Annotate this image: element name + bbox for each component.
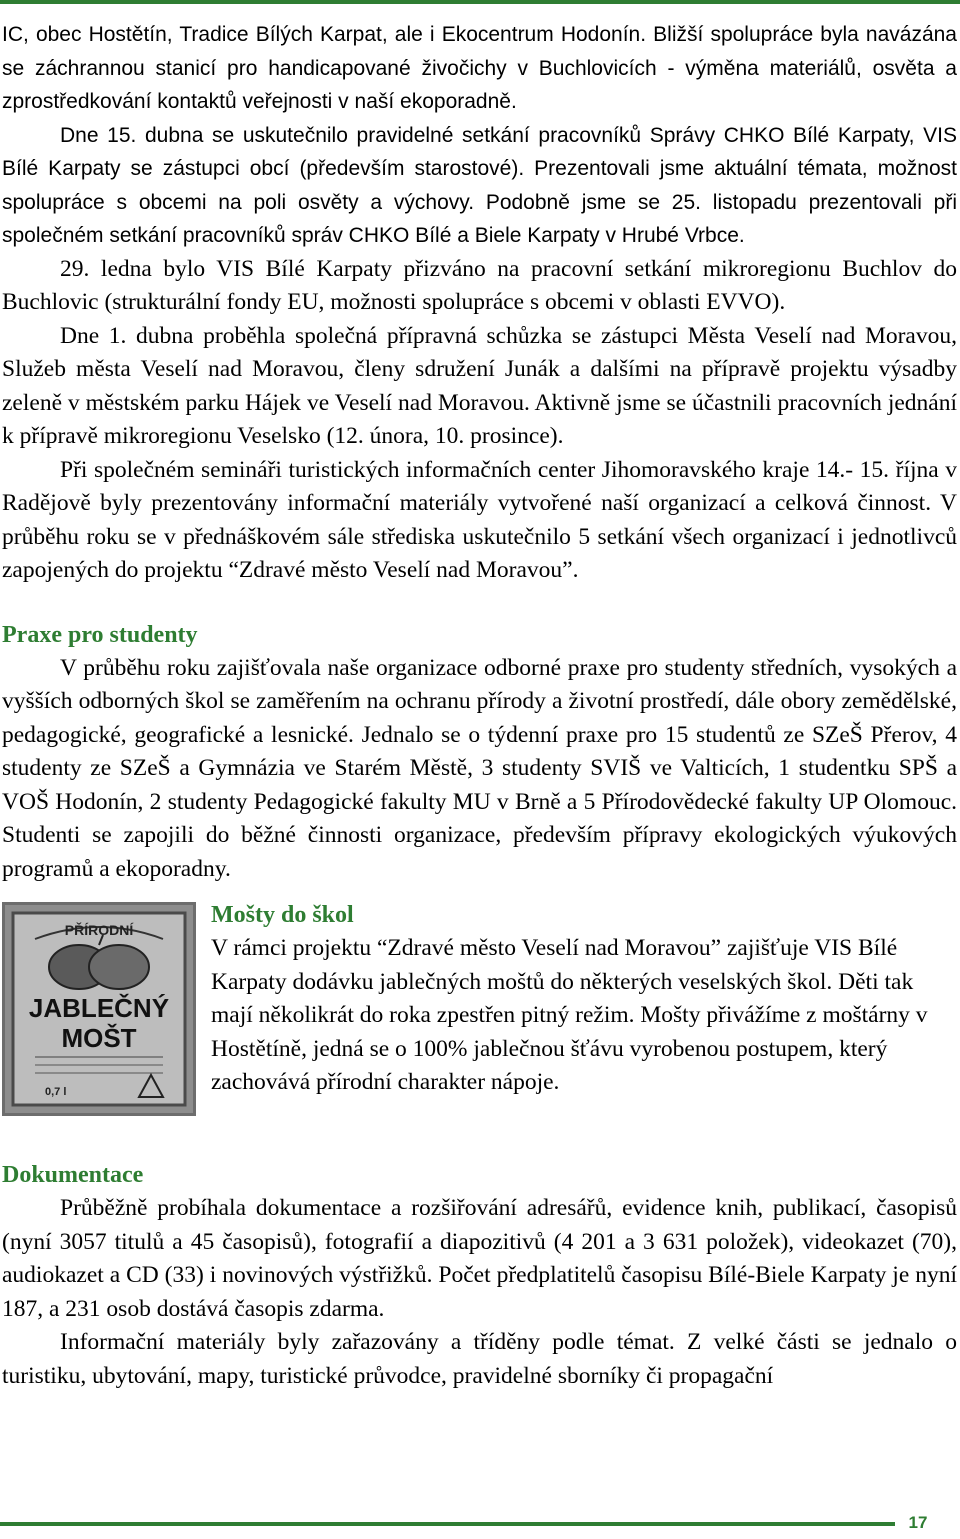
page-content <box>2 18 957 1393</box>
mosty-section <box>2 898 957 1150</box>
praxe-paragraph: V průběhu roku zajišťovala naše organizace odborné praxe pro studenty středních, vysokých a vyšších odborných škol se zaměřením na ochranu přírody a životní prostředí, dále obory zemědělské, pedagogické, geografické a lesnické. Jednalo se o týdenní praxe pro 15 studentů ze SZeŠ Přerov, 4 studenty ze SZeŠ a Gymnázia ve Starém Městě, 3 studenty SVIŠ ve Valticích, 1 studentku SPŠ a VOŠ Hodonín, 2 studenty Pedagogické fakulty MU v Brně a 5 Přírodovědecké fakulty UP Olomouc. Studenti se zapojili do běžné činnosti organizace, především přípravy ekologických výukových programů a ekoporadny. <box>2 654 957 882</box>
dokumentace-paragraph-1: Průběžně probíhala dokumentace a rozšiřování adresářů, evidence knih, publikací, časopisů (nyní 3057 titulů a 45 časopisů), fotografií a diapozitivů (4 201 a 3 631 položek), videokazet (70), audiokazet a CD (33) i novinových výstřižků. Počet předplatitelů časopisu Bílé-Biele Karpaty je nyní 187, a 231 osob dostává časopis zdarma. <box>2 1195 957 1322</box>
dokumentace-paragraph-2: Informační materiály byly zařazovány a tříděny podle témat. Z velké části se jednalo o turistiku, ubytování, mapy, turistické průvodce, pravidelné sborníky či propagační <box>2 1329 957 1389</box>
label-top-text: PŘÍRODNÍ <box>64 922 134 938</box>
intro-paragraph-5: Při společném semináři turistických informačních center Jihomoravského kraje 14.- 15. října v Radějově byly prezentovány informační materiály vytvořené naší organizací a celková činnost. V průběhu roku se v přednáškovém sále střediska uskutečnilo 5 setkání všech organizací i jednotlivců zapojených do projektu “Zdravé město Veselí nad Moravou”. <box>2 456 957 583</box>
intro-paragraph-2: Dne 15. dubna se uskutečnilo pravidelné setkání pracovníků Správy CHKO Bílé Karpaty, VIS Bílé Karpaty se zástupci obcí (především starostové). Prezentovali jsme aktuální témata, možnost spolupráce s obcemi na poli osvěty a výchovy. Podobně jsme se 25. listopadu prezentovali při společném setkání pracovníků správ CHKO Bílé a Biele Karpaty v Hrubé Vrbce. <box>2 123 957 247</box>
juice-label-illustration <box>5 905 193 1113</box>
mosty-heading: Mošty do škol <box>211 902 354 928</box>
juice-label-image <box>2 902 196 1116</box>
intro-paragraph-3: 29. ledna bylo VIS Bílé Karpaty přizváno na pracovní setkání mikroregionu Buchlov do Buchlovic (strukturální fondy EU, možnosti spolupráce s obcemi v oblasti EVVO). <box>2 255 957 315</box>
label-title-line-2: MOŠT <box>61 1023 137 1053</box>
intro-paragraph-4: Dne 1. dubna proběhla společná přípravná schůzka se zástupci Města Veselí nad Moravou, Služeb města Veselí nad Moravou, členy sdružení Junák a dalšími na přípravě projektu výsadby zeleně v městském parku Hájek ve Veselí nad Moravou. Aktivně jsme se účastnili pracovních jednání k přípravě mikroregionu Veselsko (12. února, 10. prosince). <box>2 322 957 449</box>
apple-shape <box>89 945 149 989</box>
dokumentace-heading: Dokumentace <box>2 1162 144 1188</box>
top-divider <box>0 0 960 4</box>
praxe-heading: Praxe pro studenty <box>2 621 198 648</box>
footer-divider <box>0 1522 895 1526</box>
label-title-line-1: JABLEČNÝ <box>28 993 170 1023</box>
mosty-paragraph: V rámci projektu “Zdravé město Veselí nad Moravou” zajišťuje VIS Bílé Karpaty dodávku jablečných moštů do některých veselských škol. Děti tak mají několikrát do roka zpestřen pitný režim. Mošty přivážíme z moštárny v Hostětíně, jedná se o 100% jablečnou šťávu vyrobenou postupem, který zachovává přírodní charakter nápoje. <box>211 935 928 1095</box>
label-volume: 0,7 l <box>45 1086 67 1098</box>
mosty-text-block <box>211 898 957 1100</box>
intro-paragraph-1: IC, obec Hostětín, Tradice Bílých Karpat, ale i Ekocentrum Hodonín. Bližší spolupráce byla navázána se záchrannou stanicí pro handicapované živočichy v Buchlovicích - výměna materiálů, osvěta a zprostředkování kontaktů veřejnosti v naší ekoporadně. <box>2 23 957 113</box>
page-number: 17 <box>908 1513 928 1532</box>
